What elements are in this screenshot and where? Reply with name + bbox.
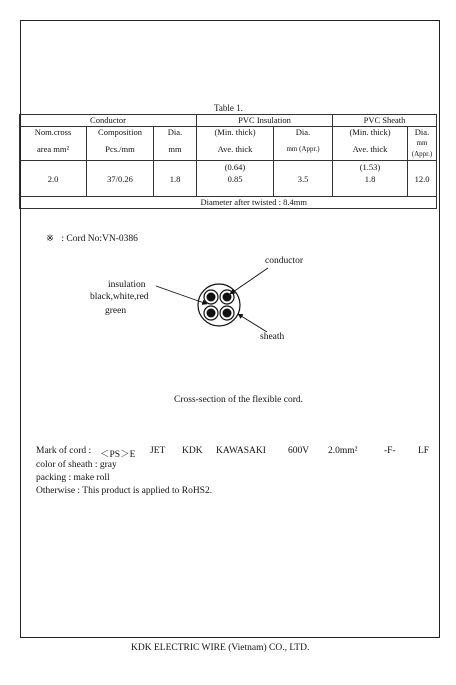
mark-of-cord [36,446,436,460]
table-row [20,115,437,127]
sheath-color-line: color of sheath : gray [36,460,117,470]
table-cell: 2.0 [20,174,87,197]
company-footer: KDK ELECTRIC WIRE (Vietnam) CO., LTD. [131,643,310,653]
table-cell: 1.8 [333,174,408,197]
col-header: mm (Appr.) [408,138,437,161]
diagram-caption: Cross-section of the flexible cord. [174,395,304,405]
table-cell: 0.85 [197,174,274,197]
cable-cross-section-diagram [150,258,280,338]
col-header: Ave. thick [333,138,408,161]
table-row [20,161,437,175]
header-pvc-insulation: PVC Insulation [197,115,333,127]
col-header: area mm² [20,138,87,161]
col-header: (Min. thick) [333,127,408,139]
insulation-label: insulation [108,280,146,290]
sheath-circle [198,284,240,326]
table-footer-spacer [408,197,437,209]
mark-item: KAWASAKI [216,446,266,456]
table-row [20,138,437,161]
table-cell: 3.5 [274,174,333,197]
conductor-arrow [230,268,268,294]
col-header: Ave. thick [197,138,274,161]
mark-item: KDK [182,446,203,456]
col-header: mm [154,138,197,161]
table-footer-spacer [20,197,197,209]
insulation-colors-label: black,white,red [90,292,149,302]
table-cell: 12.0 [408,174,437,197]
col-header: Dia. [408,127,437,139]
table-cell [20,161,87,175]
rohs-line: Otherwise : This product is applied to RoHS2. [36,486,213,496]
table-row [20,197,437,209]
mark-item: ＜PS＞E [100,450,136,460]
col-header: Nom.cross [20,127,87,139]
sheath-label: sheath [260,332,285,342]
header-pvc-sheath: PVC Sheath [333,115,437,127]
insulation-green-label: green [105,306,127,316]
col-header: mm (Appr.) [274,138,333,161]
twisted-diameter-note: Diameter after twisted : 8.4mm [197,197,408,209]
table-caption: Table 1. [214,103,243,113]
mark-item: -F- [384,446,396,456]
cord-number [46,233,138,244]
sheath-arrow [238,314,267,332]
table-cell [87,161,154,175]
conductor-core [204,290,218,304]
table-cell: (1.53) [333,161,408,175]
mark-item: 600V [288,446,310,456]
table-cell [154,161,197,175]
table-cell: 37/0.26 [87,174,154,197]
table-cell [274,161,333,175]
spec-table [19,114,437,209]
header-conductor: Conductor [20,115,197,127]
mark-item: JET [150,446,166,456]
col-header: Dia. [154,127,197,139]
mark-label: Mark of cord : [36,446,92,456]
table-cell: 1.8 [154,174,197,197]
conductor-core [204,306,218,320]
col-header: Dia. [274,127,333,139]
table-cell: (0.64) [197,161,274,175]
table-row [20,127,437,139]
conductor-core [220,306,234,320]
col-header: Composition [87,127,154,139]
packing-line: packing : make roll [36,473,110,483]
table-row [20,174,437,197]
insulation-arrow [156,286,207,304]
mark-item: 2.0mm² [328,446,358,456]
reference-mark-icon: ※ [46,234,54,244]
cord-number-label: : Cord No:VN-0386 [61,234,138,244]
conductor-core [220,290,234,304]
table-cell [408,161,437,175]
conductor-label: conductor [265,256,303,266]
mark-item: LF [418,446,430,456]
col-header: Pcs./mm [87,138,154,161]
col-header: (Min. thick) [197,127,274,139]
